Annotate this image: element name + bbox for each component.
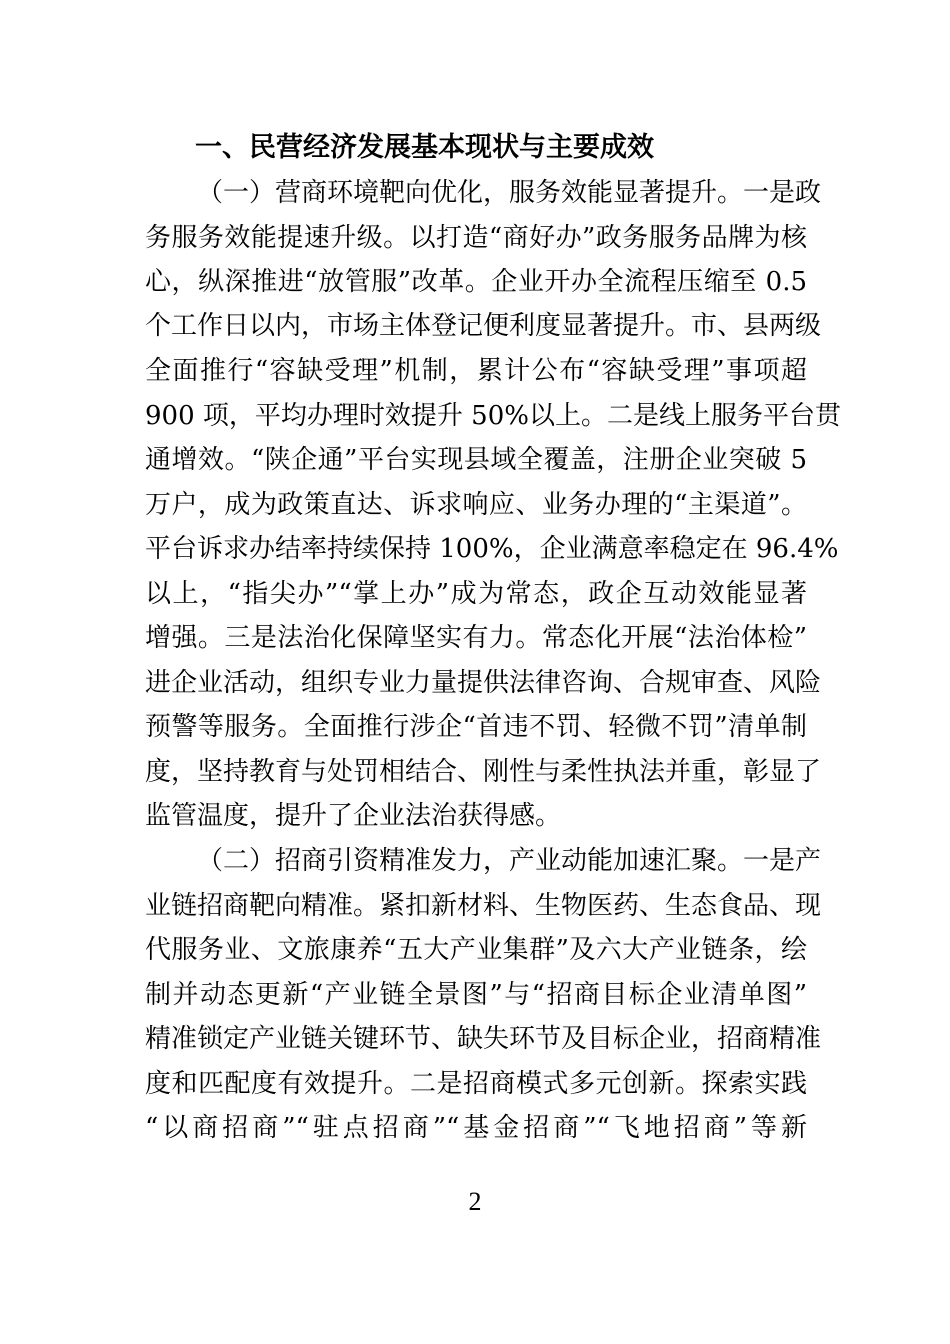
text-line: 精准锁定产业链关键环节、缺失环节及目标企业，招商精准 [145,1024,822,1054]
text-line: 务服务效能提速升级。以打造“商好办”政务服务品牌为核 [145,223,807,253]
text-line: 度和匹配度有效提升。二是招商模式多元创新。探索实践 [145,1069,807,1099]
text-line: 心，纵深推进“放管服”改革。企业开办全流程压缩至 0.5 [145,267,807,297]
text-line: 制并动态更新“产业链全景图”与“招商目标企业清单图” [145,980,807,1010]
text-line: 度，坚持教育与处罚相结合、刚性与柔性执法并重，彰显了 [145,757,822,787]
text-line: 平台诉求办结率持续保持 100%，企业满意率稳定在 96.4% [145,534,839,564]
text-line: 进企业活动，组织专业力量提供法律咨询、合规审查、风险 [145,668,822,698]
text-line: 监管温度，提升了企业法治获得感。 [145,801,562,831]
text-line: 增强。三是法治化保障坚实有力。常态化开展“法治体检” [145,623,807,653]
text-line: 预警等服务。全面推行涉企“首违不罚、轻微不罚”清单制 [145,712,807,742]
text-line: （一）营商环境靶向优化，服务效能显著提升。一是政 [197,178,822,208]
text-line: 900 项，平均办理时效提升 50%以上。二是线上服务平台贯 [145,401,841,431]
text-line: “以商招商”“驻点招商”“基金招商”“飞地招商”等新 [145,1113,807,1143]
text-line: 个工作日以内，市场主体登记便利度显著提升。市、县两级 [145,311,822,341]
text-line: 万户，成为政策直达、诉求响应、业务办理的“主渠道”。 [145,490,807,520]
text-line: 通增效。“陕企通”平台实现县域全覆盖，注册企业突破 5 [145,445,807,475]
text-line: （二）招商引资精准发力，产业动能加速汇聚。一是产 [197,846,822,876]
page-number: 2 [468,1187,482,1216]
text-line: 业链招商靶向精准。紧扣新材料、生物医药、生态食品、现 [145,891,822,921]
section-heading: 一、民营经济发展基本现状与主要成效 [195,132,654,163]
text-line: 代服务业、文旅康养“五大产业集群”及六大产业链条，绘 [145,935,807,965]
text-line: 全面推行“容缺受理”机制，累计公布“容缺受理”事项超 [145,356,807,386]
text-line: 以上，“指尖办”“掌上办”成为常态，政企互动效能显著 [145,579,807,609]
